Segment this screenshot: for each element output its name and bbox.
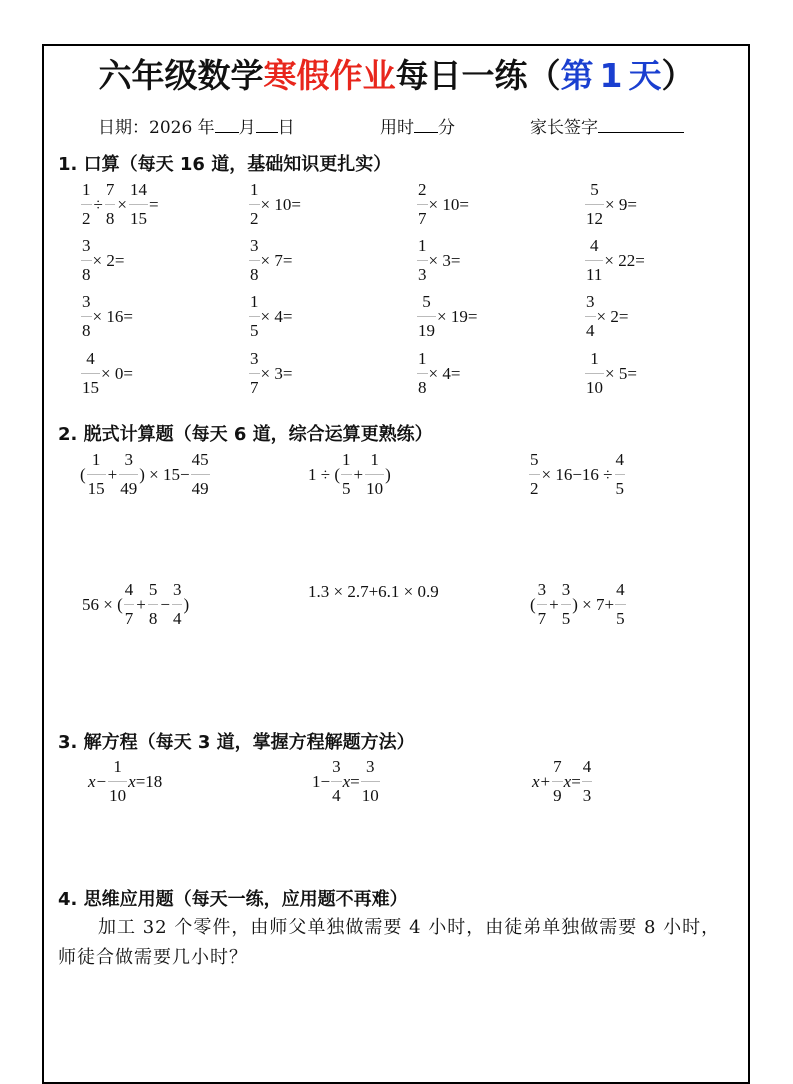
fraction (81, 180, 92, 229)
expression-text: 1.3 × 2.7+6.1 × 0.9 (308, 582, 439, 601)
fraction-bar (585, 316, 596, 317)
fraction-bar (81, 316, 92, 317)
fraction (108, 757, 127, 806)
expression-text: − (96, 771, 107, 791)
fraction (81, 236, 92, 285)
fraction (365, 450, 384, 499)
fraction-bar (331, 781, 342, 782)
denominator: 4 (172, 609, 182, 628)
fraction-bar (87, 474, 106, 475)
expression-text: × 22= (604, 250, 645, 270)
time-blank[interactable] (414, 118, 438, 133)
expression-text: =18 (135, 771, 163, 791)
denominator: 5 (616, 609, 625, 628)
expression-text: ÷ (93, 194, 103, 214)
section-1-title: 1. 口算（每天 16 道，基础知识更扎实） (58, 154, 392, 175)
expression-text: = (350, 771, 360, 791)
fraction-bar (129, 204, 148, 205)
oral-problem-r1c4 (584, 180, 637, 229)
denominator: 8 (148, 609, 158, 628)
numerator: 3 (365, 757, 375, 776)
denominator: 7 (250, 378, 259, 397)
fraction-bar (537, 604, 548, 605)
expression-text: × 16= (92, 306, 133, 326)
calc-problem-3 (528, 450, 626, 499)
expression-text: × 0= (101, 363, 133, 383)
fraction (417, 292, 436, 341)
expression-text: + (549, 594, 559, 614)
denominator: 8 (82, 321, 91, 340)
fraction (529, 450, 540, 499)
fraction (537, 580, 548, 629)
fraction-bar (249, 373, 260, 374)
fraction-bar (417, 260, 428, 261)
day-blank[interactable] (256, 118, 278, 133)
expression-text: ) (385, 464, 391, 484)
numerator: 4 (589, 236, 599, 255)
fraction (561, 580, 572, 629)
expression-text: + (136, 594, 146, 614)
fraction (129, 180, 148, 229)
denominator: 49 (191, 479, 209, 498)
section-3-title: 3. 解方程（每天 3 道，掌握方程解题方法） (58, 732, 415, 753)
numerator: 4 (582, 757, 592, 776)
denominator: 3 (582, 786, 592, 805)
fraction (191, 450, 210, 499)
month-label: 月 (238, 118, 256, 138)
numerator: 5 (590, 180, 599, 199)
fraction (361, 757, 380, 806)
fraction-bar (561, 604, 572, 605)
time-field (380, 113, 455, 138)
fraction (585, 292, 596, 341)
numerator: 4 (615, 450, 625, 469)
title-day-word: 第 (560, 56, 594, 95)
numerator: 3 (82, 292, 91, 311)
denominator: 15 (82, 378, 99, 397)
numerator: 1 (250, 292, 259, 311)
denominator: 10 (586, 378, 603, 397)
sign-blank[interactable] (598, 118, 684, 133)
oral-problem-r3c3 (416, 292, 477, 341)
equation-1 (88, 757, 162, 806)
fraction (87, 450, 106, 499)
numerator: 3 (172, 580, 182, 599)
fraction (81, 349, 100, 398)
numerator: 3 (250, 349, 259, 368)
fraction-bar (148, 604, 159, 605)
date-field (98, 113, 295, 138)
denominator: 8 (418, 378, 427, 397)
fraction (615, 450, 626, 499)
oral-problem-r3c2 (248, 292, 292, 341)
expression-text: × 9= (605, 194, 637, 214)
denominator: 19 (418, 321, 435, 340)
numerator: 1 (342, 450, 351, 469)
calc-problem-6 (530, 580, 627, 629)
denominator: 7 (418, 209, 427, 228)
fraction-bar (249, 260, 260, 261)
variable: x (563, 771, 572, 791)
month-blank[interactable] (215, 118, 239, 133)
denominator: 4 (586, 321, 595, 340)
fraction (148, 580, 159, 629)
fraction-bar (361, 781, 380, 782)
fraction (249, 180, 260, 229)
denominator: 9 (553, 786, 562, 805)
fraction-bar (582, 781, 593, 782)
numerator: 1 (418, 349, 427, 368)
fraction-bar (615, 604, 626, 605)
word-problem-text: 加工 32 个零件，由师父单独做需要 4 小时，由徒弟单独做需要 8 小时，师徒合做需要几小时？ (58, 917, 721, 968)
fraction-bar (249, 316, 260, 317)
fraction-bar (81, 204, 92, 205)
denominator: 2 (530, 479, 539, 498)
numerator: 4 (616, 580, 625, 599)
numerator: 3 (561, 580, 571, 599)
expression-text: = (148, 194, 159, 214)
page-title (0, 50, 793, 97)
fraction (585, 236, 603, 285)
numerator: 3 (250, 236, 259, 255)
fraction (172, 580, 183, 629)
fraction (249, 349, 260, 398)
fraction-bar (417, 373, 428, 374)
fraction (417, 349, 428, 398)
numerator: 4 (86, 349, 95, 368)
parent-sign-field (530, 113, 684, 138)
oral-problem-r3c1 (80, 292, 133, 341)
denominator: 8 (250, 265, 259, 284)
fraction (331, 757, 342, 806)
denominator: 3 (418, 265, 427, 284)
fraction (341, 450, 352, 499)
fraction (615, 580, 626, 629)
numerator: 5 (148, 580, 158, 599)
expression-text: × 19= (437, 306, 478, 326)
expression-text: × 16−16 ÷ (541, 464, 613, 484)
fraction (552, 757, 563, 806)
calc-problem-4 (82, 580, 189, 629)
numerator: 3 (124, 450, 134, 469)
fraction-bar (172, 604, 183, 605)
variable: x (88, 771, 96, 791)
title-highlight-red: 寒假作业 (263, 56, 396, 95)
expression-text: + (107, 464, 118, 484)
expression-text: ( (530, 594, 536, 614)
title-close: ） (661, 56, 695, 95)
fraction-bar (585, 373, 604, 374)
expression-text: × (117, 194, 127, 214)
fraction (249, 292, 260, 341)
fraction-bar (191, 474, 210, 475)
day-label: 日 (277, 118, 295, 138)
expression-text: ) × 15− (139, 464, 190, 484)
minute-label: 分 (438, 118, 455, 138)
fraction-bar (585, 204, 604, 205)
numerator: 3 (82, 236, 91, 255)
numerator: 4 (124, 580, 134, 599)
fraction-bar (417, 204, 428, 205)
numerator: 3 (332, 757, 341, 776)
numerator: 1 (82, 180, 91, 199)
numerator: 1 (418, 236, 427, 255)
numerator: 1 (250, 180, 259, 199)
oral-problem-r1c3 (416, 180, 469, 229)
calc-problem-5 (308, 582, 439, 602)
title-part2: 每日一练（ (395, 56, 561, 95)
variable: x (342, 771, 351, 791)
denominator: 10 (109, 786, 127, 805)
oral-problem-r4c3 (416, 349, 460, 398)
fraction-bar (108, 781, 127, 782)
denominator: 49 (120, 479, 138, 498)
oral-problem-r2c3 (416, 236, 460, 285)
oral-problem-r2c4 (584, 236, 645, 285)
expression-text: × 7= (260, 250, 293, 270)
expression-text: 1− (312, 771, 331, 791)
denominator: 7 (124, 609, 134, 628)
denominator: 10 (366, 479, 384, 498)
fraction-bar (124, 604, 135, 605)
expression-text: × 4= (260, 306, 293, 326)
numerator: 2 (418, 180, 427, 199)
denominator: 15 (87, 479, 105, 498)
oral-problem-r1c2 (248, 180, 301, 229)
sign-label: 家长签字 (530, 118, 598, 138)
numerator: 1 (370, 450, 379, 469)
oral-problem-r3c4 (584, 292, 628, 341)
variable: x (128, 771, 136, 791)
expression-text: × 10= (260, 194, 301, 214)
oral-problem-r4c2 (248, 349, 292, 398)
title-day-word2: 天 (628, 56, 662, 95)
oral-problem-r2c1 (80, 236, 124, 285)
variable: x (532, 771, 540, 791)
expression-text: 1 ÷ ( (308, 464, 340, 484)
expression-text: × 10= (428, 194, 469, 214)
fraction-bar (119, 474, 138, 475)
fraction (105, 180, 116, 229)
oral-problem-r2c2 (248, 236, 292, 285)
fraction-bar (81, 373, 100, 374)
fraction (81, 292, 92, 341)
oral-problem-r1c1 (80, 180, 159, 229)
section-4-title: 4. 思维应用题（每天一练，应用题不再难） (58, 889, 408, 910)
denominator: 15 (129, 209, 147, 228)
expression-text: 56 × ( (82, 594, 123, 614)
fraction-bar (552, 781, 563, 782)
denominator: 2 (82, 209, 91, 228)
expression-text: × 5= (605, 363, 637, 383)
fraction (417, 236, 428, 285)
section-2-title: 2. 脱式计算题（每天 6 道，综合运算更熟练） (58, 424, 433, 445)
oral-problem-r4c4 (584, 349, 637, 398)
fraction-bar (105, 204, 116, 205)
numerator: 5 (422, 292, 431, 311)
fraction-bar (529, 474, 540, 475)
date-label: 日期：2026 年 (98, 118, 215, 138)
denominator: 5 (561, 609, 571, 628)
denominator: 5 (615, 479, 625, 498)
numerator: 3 (586, 292, 595, 311)
numerator: 1 (91, 450, 101, 469)
fraction (582, 757, 593, 806)
fraction-bar (365, 474, 384, 475)
fraction (119, 450, 138, 499)
numerator: 7 (105, 180, 115, 199)
expression-text: = (571, 771, 581, 791)
fraction (585, 180, 604, 229)
title-day-number: 1 (599, 56, 623, 95)
denominator: 12 (586, 209, 603, 228)
expression-text: − (160, 594, 170, 614)
numerator: 1 (113, 757, 122, 776)
expression-text: × 3= (428, 250, 461, 270)
fraction-bar (615, 474, 626, 475)
oral-problem-r4c1 (80, 349, 133, 398)
denominator: 5 (342, 479, 351, 498)
fraction-bar (249, 204, 260, 205)
expression-text: + (540, 771, 551, 791)
numerator: 7 (553, 757, 562, 776)
fraction-bar (417, 316, 436, 317)
fraction (124, 580, 135, 629)
numerator: 14 (129, 180, 147, 199)
expression-text: ) (183, 594, 190, 614)
expression-text: × 2= (596, 306, 629, 326)
denominator: 5 (250, 321, 259, 340)
fraction-bar (81, 260, 92, 261)
title-part1: 六年级数学 (98, 56, 264, 95)
calc-problem-2 (308, 450, 391, 499)
expression-text: + (353, 464, 364, 484)
numerator: 45 (191, 450, 209, 469)
calc-problem-1 (80, 450, 211, 499)
expression-text: ( (80, 464, 86, 484)
expression-text: × 4= (428, 363, 461, 383)
denominator: 8 (105, 209, 115, 228)
time-label: 用时 (380, 118, 414, 138)
denominator: 10 (361, 786, 379, 805)
denominator: 4 (332, 786, 341, 805)
denominator: 11 (586, 265, 603, 284)
expression-text: × 2= (92, 250, 125, 270)
expression-text: ) × 7+ (572, 594, 615, 614)
denominator: 8 (82, 265, 91, 284)
denominator: 2 (250, 209, 259, 228)
expression-text: × 3= (260, 363, 293, 383)
fraction-bar (341, 474, 352, 475)
denominator: 7 (537, 609, 547, 628)
numerator: 5 (530, 450, 539, 469)
fraction (585, 349, 604, 398)
fraction (249, 236, 260, 285)
fraction (417, 180, 428, 229)
equation-3 (532, 757, 593, 806)
fraction-bar (585, 260, 603, 261)
numerator: 1 (590, 349, 599, 368)
numerator: 3 (537, 580, 547, 599)
equation-2 (312, 757, 381, 806)
